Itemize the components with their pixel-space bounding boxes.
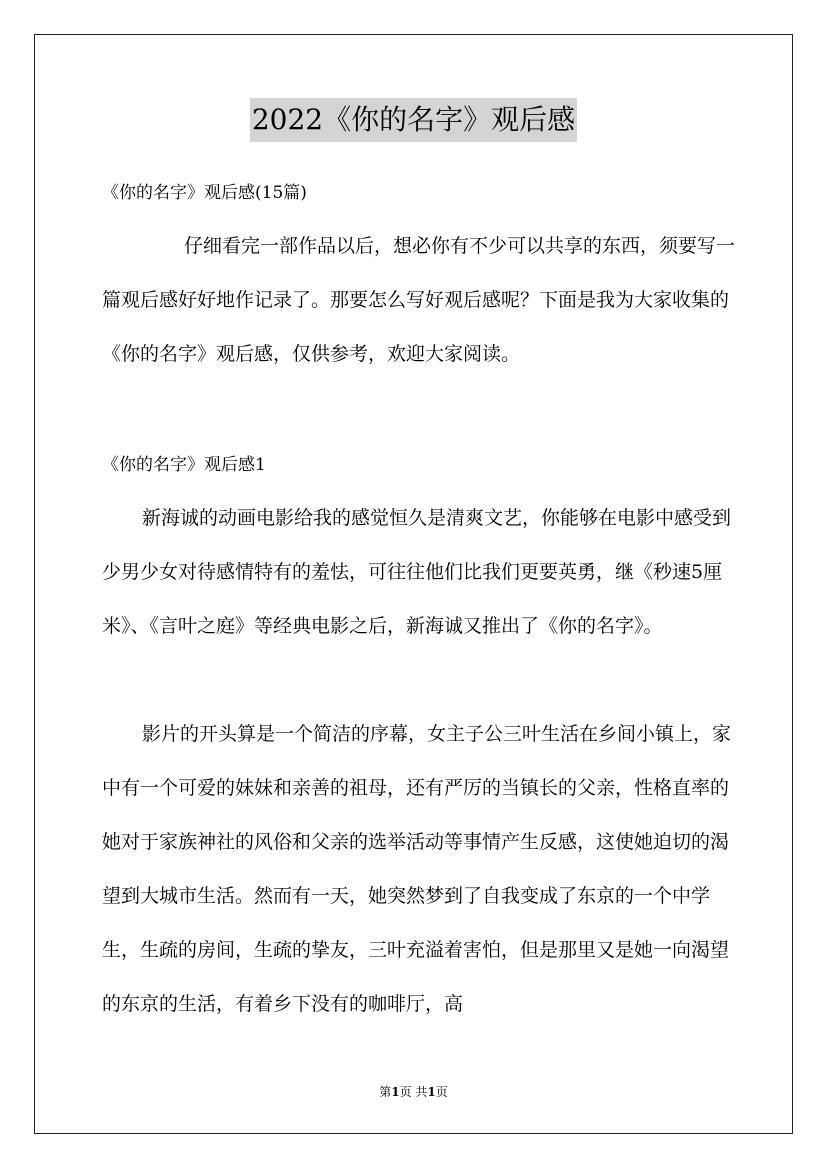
page-footer <box>0 1082 827 1102</box>
page-total: 1 <box>427 1085 436 1099</box>
intro-text: 仔细看完一部作品以后，想必你有不少可以共享的东西，须要写一篇观后感好好地作记录了。那要怎么写好观后感呢？下面是我为大家收集的《你的名字》观后感，仅供参考，欢迎大家阅读。 <box>102 235 736 365</box>
paragraph-1-text: 新海诚的动画电影给我的感觉恒久是清爽文艺，你能够在电影中感受到少男少女对待感情特有的羞怯，可往往他们比我们更要英勇，继《秒速5厘米》、《言叶之庭》等经典电影之后，新海诚又推出了《你的名字》。 <box>102 507 732 637</box>
page-current: 1 <box>391 1085 400 1099</box>
page-suffix: 页 <box>435 1085 448 1099</box>
document-subtitle: 《你的名字》观后感(15篇) <box>102 183 307 203</box>
section-heading: 《你的名字》观后感1 <box>102 455 266 475</box>
page-mid: 页 共 <box>399 1085 428 1099</box>
intro-paragraph <box>102 219 742 381</box>
paragraph-2-text: 影片的开头算是一个简洁的序幕，女主子公三叶生活在乡间小镇上，家中有一个可爱的妹妹和亲善的祖母，还有严厉的当镇长的父亲，性格直率的她对于家族神社的风俗和父亲的选举活动等事情产生反感，这使她迫切的渴望到大城市生活。然而有一天，她突然梦到了自我变成了东京的一个中学生，生疏的房间，生疏的挚友，三叶充溢着害怕，但是那里又是她一向渴望的东京的生活，有着乡下没有的咖啡厅，高 <box>102 723 732 1015</box>
document-title: 2022《你的名字》观后感 <box>250 98 577 142</box>
body-paragraph-2 <box>102 707 742 1031</box>
page-prefix: 第 <box>379 1085 392 1099</box>
body-paragraph-1 <box>102 491 742 653</box>
title-container <box>0 98 827 142</box>
